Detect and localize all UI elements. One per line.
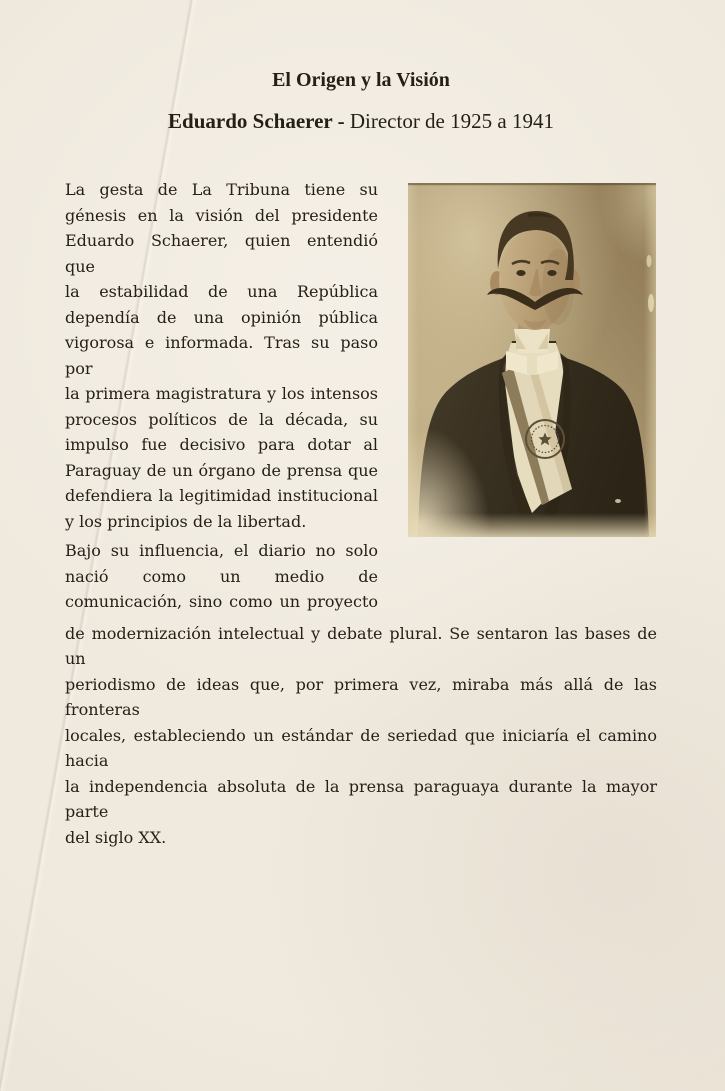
text-line: procesos políticos de la década, su <box>65 409 378 429</box>
text-line: defendiera la legitimidad institucional <box>65 486 378 505</box>
text-line: de modernización intelectual y debate plural. Se sentaron las bases de un <box>65 623 657 668</box>
text-line: Bajo su influencia, el diario no solo <box>65 541 378 560</box>
subtitle-director-name: Eduardo Schaerer - <box>168 109 345 133</box>
paragraph-2-start <box>65 538 378 615</box>
photo-top-edge-line <box>408 183 656 185</box>
page <box>0 67 725 850</box>
text-line: dependía de una opinión pública <box>65 307 378 327</box>
text-line: y los principios de la libertad. <box>65 511 307 531</box>
text-line: nació como un medio de <box>65 566 378 586</box>
paragraph-1 <box>65 177 378 534</box>
text-line: La gesta de La Tribuna tiene su <box>65 180 378 199</box>
text-line: periodismo de ideas que, por primera vez, miraba más allá de las fronteras <box>65 674 657 719</box>
text-line: Paraguay de un órgano de prensa que <box>65 460 378 480</box>
page-title: El Origen y la Visión <box>272 69 450 91</box>
body-text-column <box>65 177 378 615</box>
portrait-photo <box>408 183 656 537</box>
text-line: la primera magistratura y los intensos <box>65 384 378 403</box>
subtitle-director-role: Director de 1925 a 1941 <box>349 109 554 133</box>
text-line: del siglo XX. <box>65 827 167 847</box>
text-line: la independencia absoluta de la prensa paraguaya durante la mayor parte <box>65 776 657 821</box>
paragraph-2-continued <box>65 621 657 851</box>
text-line: impulso fue decisivo para dotar al <box>65 435 378 454</box>
text-line: Eduardo Schaerer, quien entendió que <box>65 231 378 276</box>
document-page <box>0 67 725 1091</box>
text-line: locales, estableciendo un estándar de seriedad que iniciaría el camino hacia <box>65 725 657 770</box>
photo-edge-wear <box>408 183 656 537</box>
page-subtitle <box>65 108 657 135</box>
text-line: comunicación, sino como un proyecto <box>65 592 378 611</box>
content-row <box>65 177 657 615</box>
text-line: vigorosa e informada. Tras su paso por <box>65 333 378 378</box>
text-line: génesis en la visión del presidente <box>65 205 378 225</box>
portrait-svg <box>408 183 656 537</box>
text-line: la estabilidad de una República <box>65 282 378 301</box>
